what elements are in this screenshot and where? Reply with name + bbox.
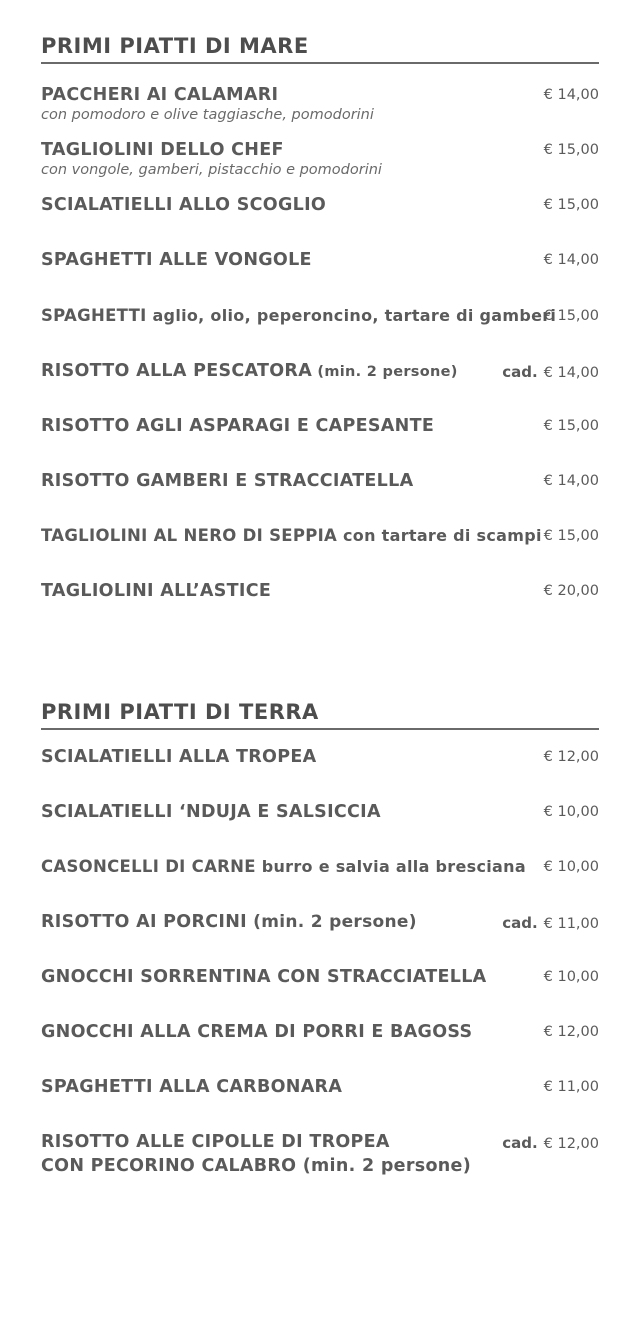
menu-item <box>41 1077 599 1097</box>
item-name <box>41 306 599 325</box>
menu-item <box>41 195 599 215</box>
item-price <box>502 363 599 381</box>
price-value: € 10,00 <box>543 969 599 985</box>
section-primi-mare <box>41 34 599 601</box>
menu-item <box>41 140 599 178</box>
item-name: SPAGHETTI ALLA CARBONARA <box>41 1077 343 1097</box>
menu-item <box>41 1132 599 1176</box>
item-name-main: RISOTTO AI PORCINI <box>41 912 247 932</box>
menu-item <box>41 361 599 381</box>
item-name-suffix: burro e salvia alla bresciana <box>255 857 526 876</box>
menu-item <box>41 912 599 932</box>
price-value: € 14,00 <box>543 87 599 103</box>
menu-item <box>41 416 599 436</box>
price-value: € 14,00 <box>543 252 599 268</box>
item-name-note: (min. 2 persone) <box>246 912 417 932</box>
item-name: RISOTTO AGLI ASPARAGI E CAPESANTE <box>41 416 435 436</box>
item-name: GNOCCHI SORRENTINA CON STRACCIATELLA <box>41 967 487 987</box>
item-price <box>544 1024 599 1040</box>
item-price <box>544 749 599 765</box>
item-name: SCIALATIELLI ALLA TROPEA <box>41 747 317 767</box>
item-price <box>544 197 599 213</box>
section-title: PRIMI PIATTI DI MARE <box>41 34 599 64</box>
item-price <box>544 142 599 158</box>
menu-item <box>41 747 599 767</box>
item-price <box>544 804 599 820</box>
price-value: € 15,00 <box>543 528 599 544</box>
menu-item <box>41 250 599 270</box>
item-price <box>544 583 599 599</box>
item-price <box>544 252 599 268</box>
item-price <box>544 308 599 324</box>
item-name-main: SPAGHETTI <box>41 306 147 325</box>
price-value: € 20,00 <box>543 583 599 599</box>
menu-item <box>41 967 599 987</box>
item-name: RISOTTO GAMBERI E STRACCIATELLA <box>41 471 414 491</box>
item-price <box>502 914 599 932</box>
menu-item <box>41 526 599 545</box>
price-value: € 11,00 <box>543 916 599 932</box>
item-name <box>41 857 599 876</box>
price-value: € 14,00 <box>543 365 599 381</box>
item-description: con pomodoro e olive taggiasche, pomodorini <box>41 107 374 123</box>
menu-item <box>41 857 599 876</box>
menu-item <box>41 306 599 325</box>
price-value: € 15,00 <box>543 197 599 213</box>
item-name-line1: RISOTTO ALLE CIPOLLE DI TROPEA <box>41 1132 390 1152</box>
item-price <box>544 418 599 434</box>
price-value: € 15,00 <box>543 142 599 158</box>
item-name: PACCHERI AI CALAMARI <box>41 85 279 105</box>
item-name: TAGLIOLINI ALL’ASTICE <box>41 581 272 601</box>
price-value: € 10,00 <box>543 804 599 820</box>
item-name-suffix: con tartare di scampi <box>337 526 542 545</box>
item-name: GNOCCHI ALLA CREMA DI PORRI E BAGOSS <box>41 1022 473 1042</box>
item-name-main: RISOTTO ALLA PESCATORA <box>41 361 313 381</box>
item-price <box>544 87 599 103</box>
item-price <box>544 859 599 875</box>
item-price <box>544 473 599 489</box>
item-name: SCIALATIELLI ‘NDUJA E SALSICCIA <box>41 802 381 822</box>
price-value: € 12,00 <box>543 1024 599 1040</box>
price-cad: cad. <box>502 363 538 381</box>
item-name-main: TAGLIOLINI AL NERO DI SEPPIA <box>41 526 338 545</box>
menu-item <box>41 471 599 491</box>
item-name-line2: CON PECORINO CALABRO (min. 2 persone) <box>41 1156 472 1176</box>
item-name-main: CASONCELLI DI CARNE <box>41 857 256 876</box>
price-value: € 12,00 <box>543 749 599 765</box>
price-value: € 10,00 <box>543 859 599 875</box>
item-name: TAGLIOLINI DELLO CHEF <box>41 140 284 160</box>
section-primi-terra <box>41 700 599 1176</box>
price-value: € 12,00 <box>543 1136 599 1152</box>
item-name-suffix: aglio, olio, peperoncino, tartare di gamberi <box>146 306 557 325</box>
item-price <box>544 1079 599 1095</box>
price-value: € 15,00 <box>543 308 599 324</box>
price-value: € 11,00 <box>543 1079 599 1095</box>
menu-item <box>41 1022 599 1042</box>
item-description: con vongole, gamberi, pistacchio e pomodorini <box>41 162 382 178</box>
price-value: € 15,00 <box>543 418 599 434</box>
price-cad: cad. <box>502 914 538 932</box>
item-name-note: (min. 2 persone) <box>312 364 458 380</box>
item-price <box>544 969 599 985</box>
item-price <box>544 528 599 544</box>
menu-item <box>41 802 599 822</box>
menu-item <box>41 85 599 123</box>
item-name: SCIALATIELLI ALLO SCOGLIO <box>41 195 327 215</box>
price-value: € 14,00 <box>543 473 599 489</box>
section-title: PRIMI PIATTI DI TERRA <box>41 700 599 730</box>
price-cad: cad. <box>502 1134 538 1152</box>
item-price <box>502 1134 599 1152</box>
item-name <box>41 526 599 545</box>
item-name: SPAGHETTI ALLE VONGOLE <box>41 250 312 270</box>
menu-item <box>41 581 599 601</box>
